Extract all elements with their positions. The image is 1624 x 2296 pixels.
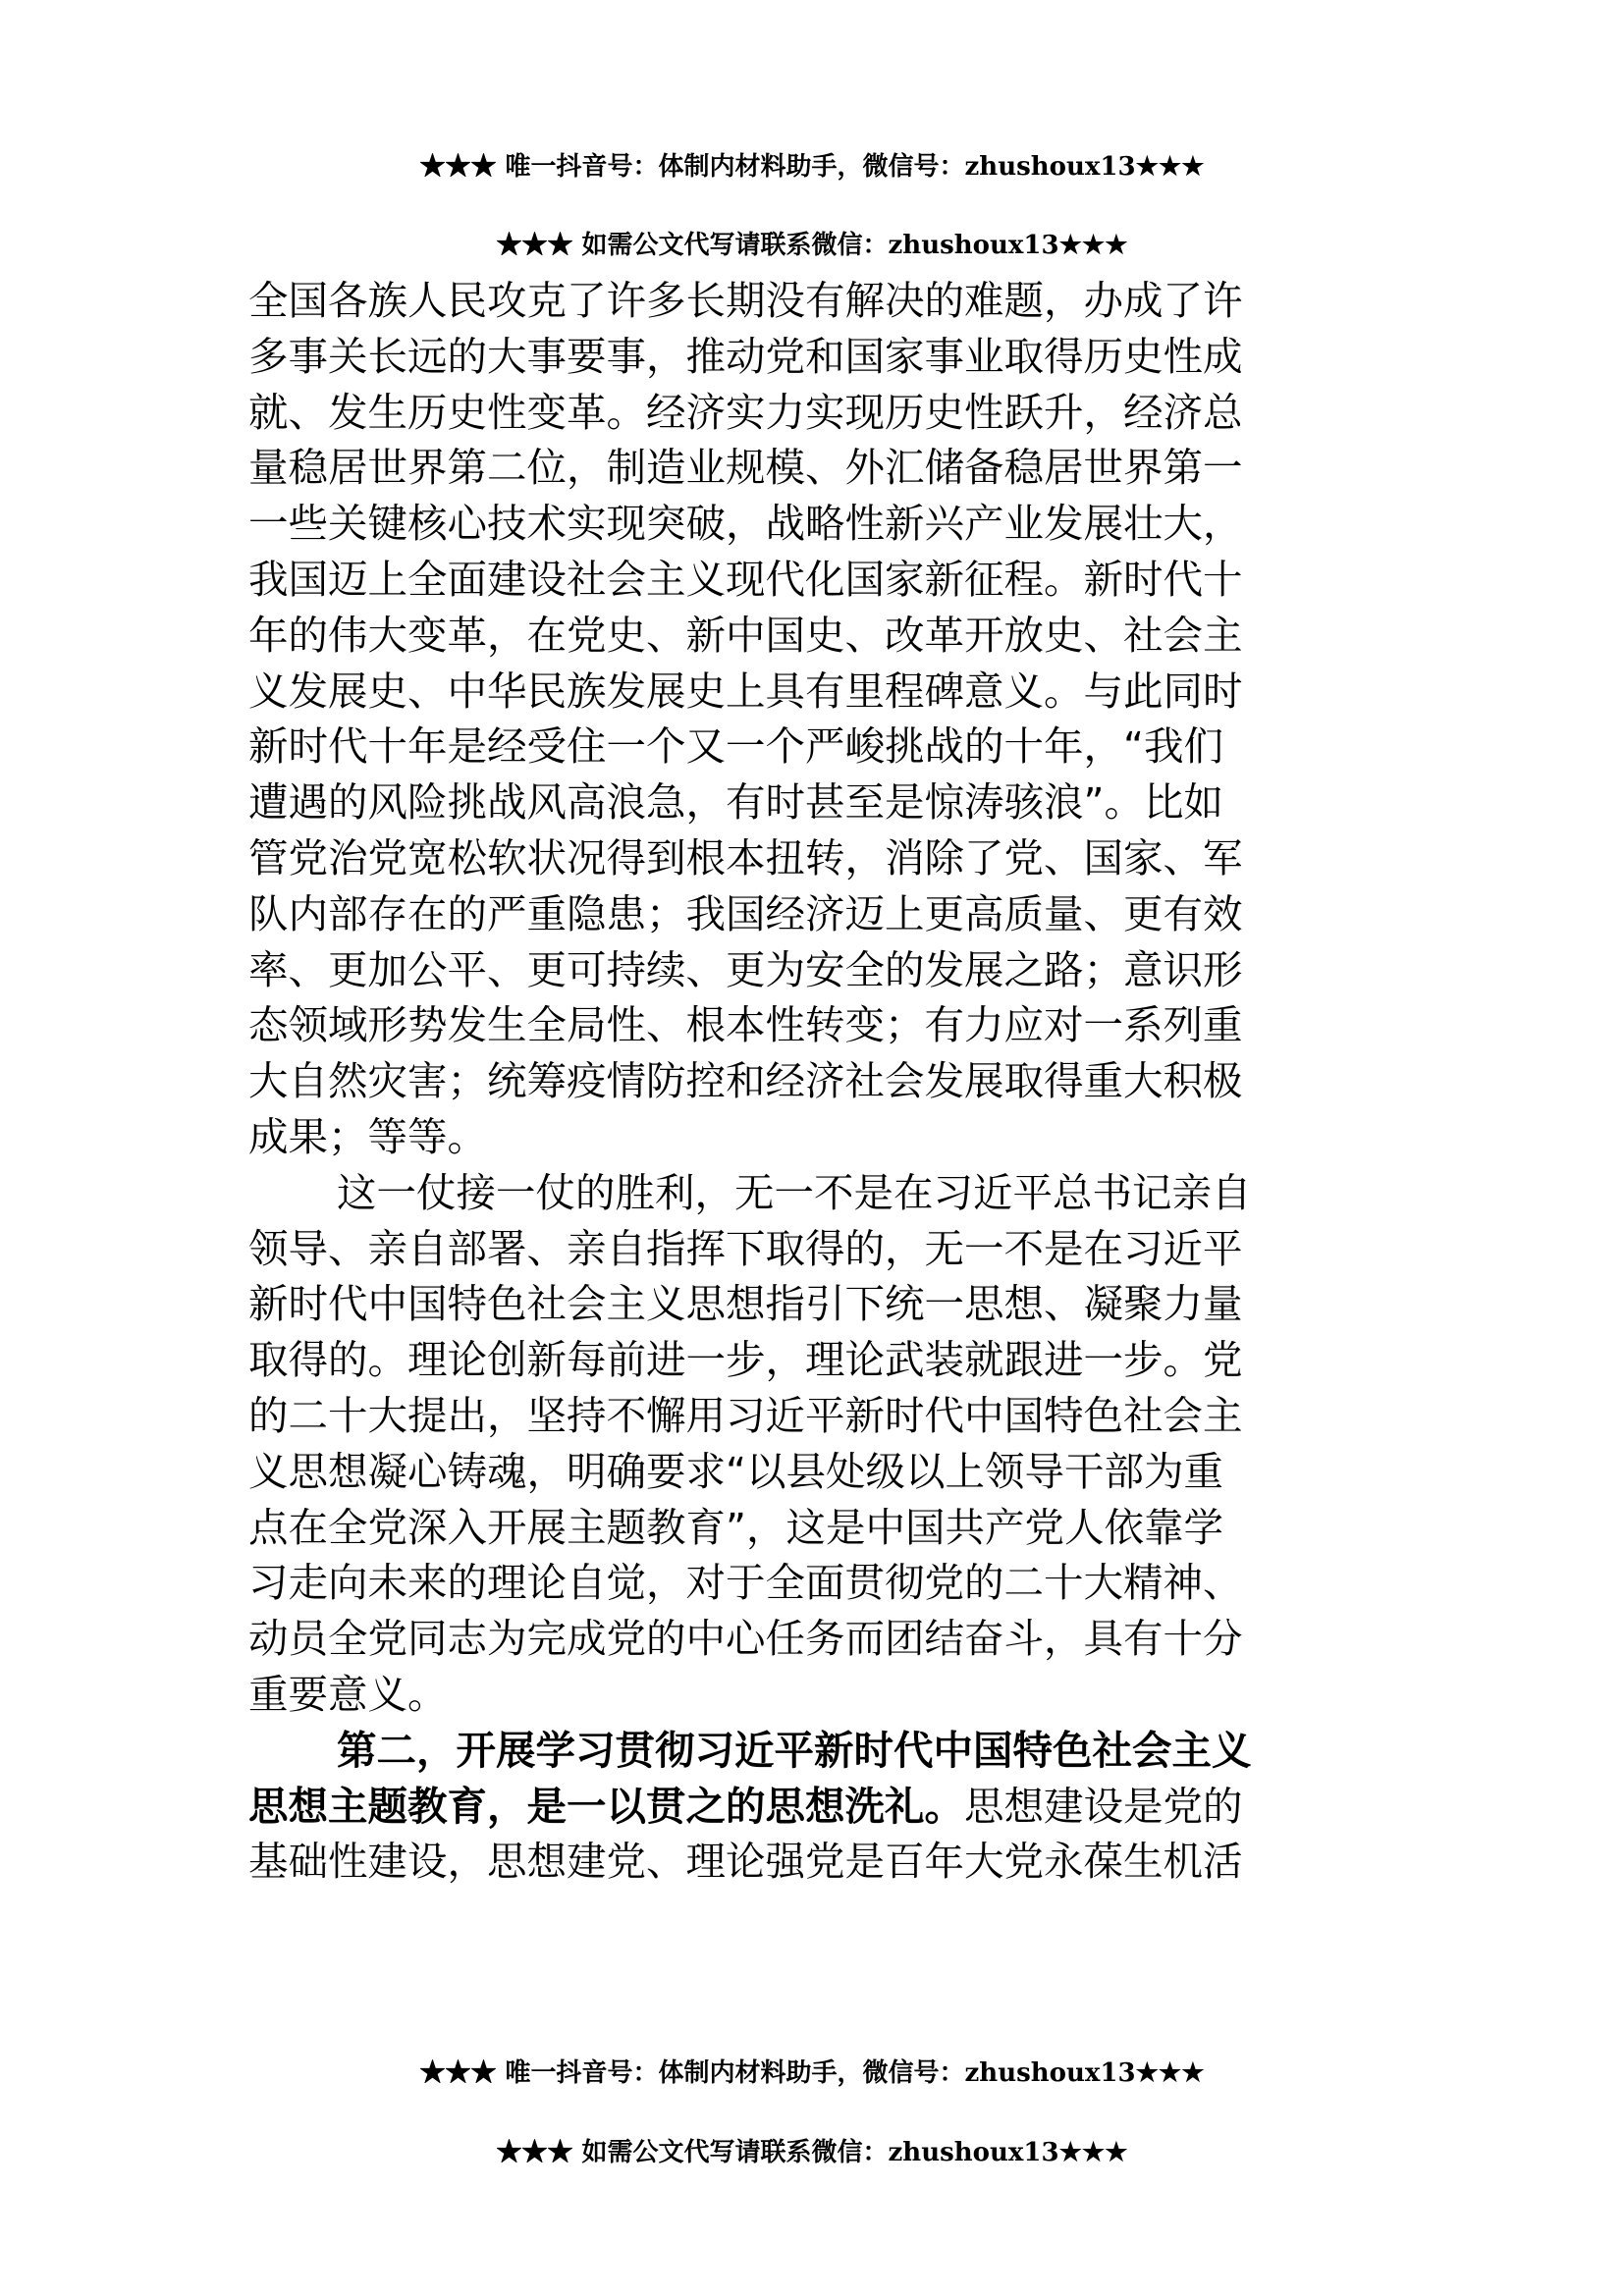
section-heading-bold-text: 思想主题教育，是一以贯之的思想洗礼。 <box>248 1782 964 1830</box>
paragraph-start-line: 这一仗接一仗的胜利，无一不是在习近平总书记亲自 <box>337 1168 1252 1216</box>
body-line: 义发展史、中华民族发展史上具有里程碑意义。与此同时 <box>248 667 1243 715</box>
body-line: 全国各族人民攻克了许多长期没有解决的难题，办成了许 <box>248 277 1243 324</box>
body-line: 一些关键核心技术实现突破，战略性新兴产业发展壮大， <box>248 500 1243 548</box>
body-line: 义思想凝心铸魂，明确要求“以县处级以上领导干部为重 <box>248 1447 1223 1495</box>
body-line: 态领域形势发生全局性、根本性转变；有力应对一系列重 <box>248 1001 1243 1049</box>
body-line: 重要意义。 <box>248 1670 448 1718</box>
body-line: 新时代十年是经受住一个又一个严峻挑战的十年，“我们 <box>248 722 1223 771</box>
body-line: 基础性建设，思想建党、理论强党是百年大党永葆生机活 <box>248 1838 1243 1886</box>
body-line: 年的伟大变革，在党史、新中国史、改革开放史、社会主 <box>248 611 1243 659</box>
body-line: 遭遇的风险挑战风高浪急，有时甚至是惊涛骇浪”。比如 <box>248 778 1223 827</box>
body-line: 动员全党同志为完成党的中心任务而团结奋斗，具有十分 <box>248 1615 1243 1663</box>
body-line: 我国迈上全面建设社会主义现代化国家新征程。新时代十 <box>248 555 1243 603</box>
section-heading-trailing-text: 思想建设是党的 <box>964 1782 1243 1830</box>
footer-watermark-line-2: ★★★ 如需公文代写请联系微信：zhushoux13★★★ <box>496 2138 1128 2167</box>
body-line: 的二十大提出，坚持不懈用习近平新时代中国特色社会主 <box>248 1391 1243 1439</box>
header-watermark-line-2: ★★★ 如需公文代写请联系微信：zhushoux13★★★ <box>496 231 1128 260</box>
body-line: 点在全党深入开展主题教育”，这是中国共产党人依靠学 <box>248 1503 1223 1551</box>
body-line: 习走向未来的理论自觉，对于全面贯彻党的二十大精神、 <box>248 1559 1243 1607</box>
body-line: 量稳居世界第二位，制造业规模、外汇储备稳居世界第一 <box>248 444 1243 492</box>
document-body <box>248 273 1387 1890</box>
body-line: 管党治党宽松软状况得到根本扭转，消除了党、国家、军 <box>248 833 1243 881</box>
header-watermark-line-1: ★★★ 唯一抖音号：体制内材料助手，微信号：zhushoux13★★★ <box>419 152 1205 182</box>
body-line: 新时代中国特色社会主义思想指引下统一思想、凝聚力量 <box>248 1280 1243 1328</box>
body-line: 取得的。理论创新每前进一步，理论武装就跟进一步。党 <box>248 1336 1243 1384</box>
section-heading-line-2 <box>248 1779 1387 1835</box>
body-line: 率、更加公平、更可持续、更为安全的发展之路；意识形 <box>248 945 1243 993</box>
footer-watermark-line-1: ★★★ 唯一抖音号：体制内材料助手，微信号：zhushoux13★★★ <box>419 2058 1205 2088</box>
body-line: 领导、亲自部署、亲自指挥下取得的，无一不是在习近平 <box>248 1224 1243 1272</box>
body-line: 队内部存在的严重隐患；我国经济迈上更高质量、更有效 <box>248 889 1243 937</box>
section-heading-line-1: 第二，开展学习贯彻习近平新时代中国特色社会主义 <box>337 1726 1252 1774</box>
body-line: 成果；等等。 <box>248 1112 487 1160</box>
body-line: 就、发生历史性变革。经济实力实现历史性跃升，经济总 <box>248 388 1243 436</box>
body-line: 大自然灾害；统筹疫情防控和经济社会发展取得重大积极 <box>248 1057 1243 1105</box>
body-line: 多事关长远的大事要事，推动党和国家事业取得历史性成 <box>248 332 1243 380</box>
